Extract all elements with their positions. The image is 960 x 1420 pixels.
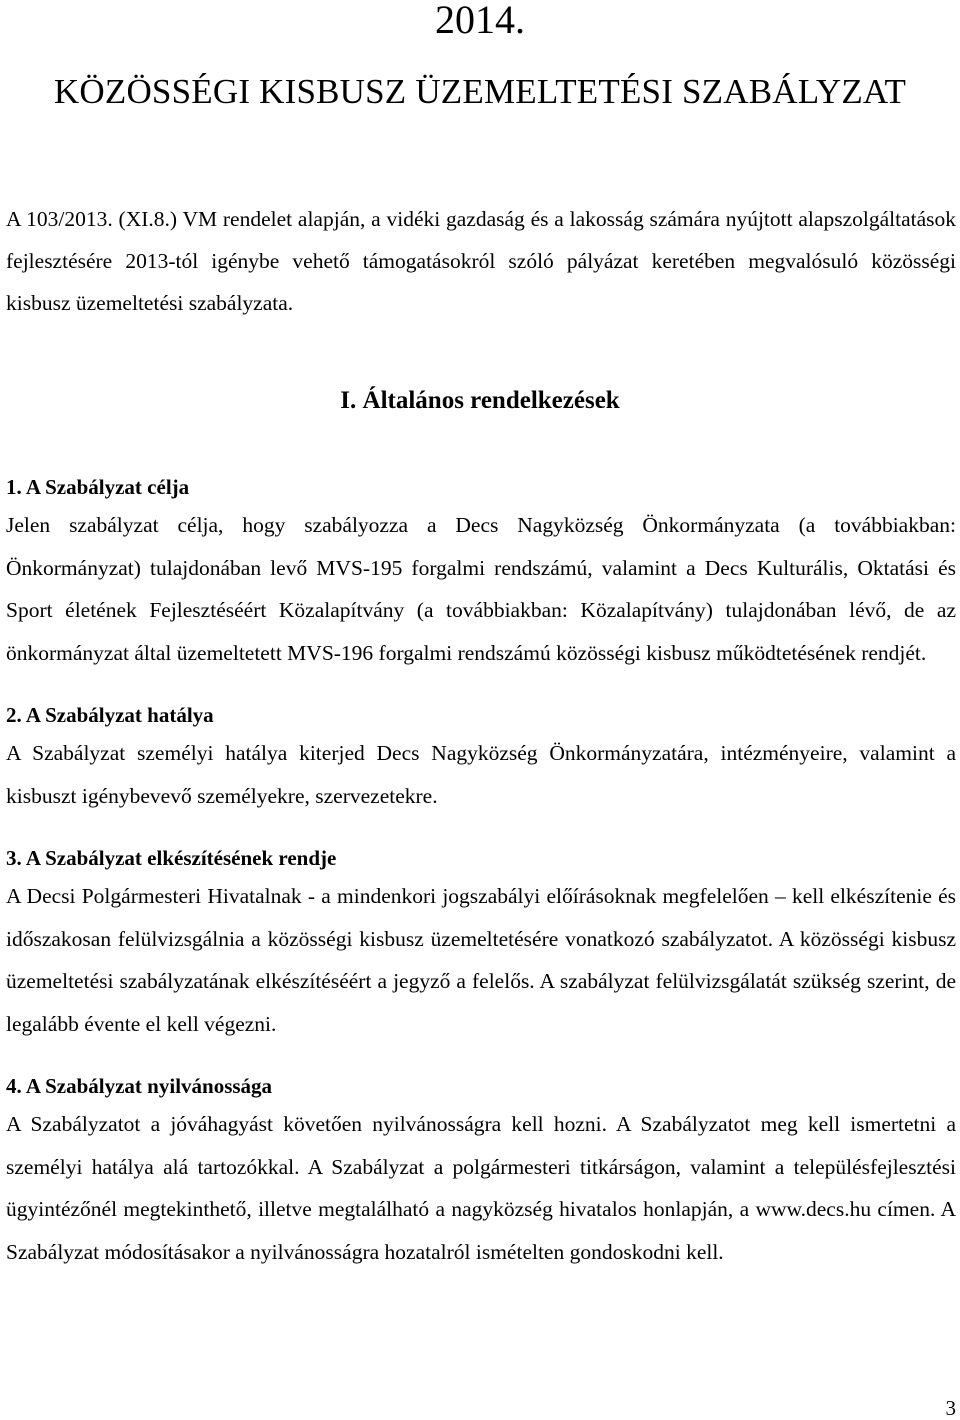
document-year: 2014. (435, 0, 525, 42)
article-text: A Szabályzat személyi hatálya kiterjed Decs Nagyközség Önkormányzatára, intézményeire, valamint a kisbuszt igénybevevő személyekre, szervezetekre. (6, 741, 956, 808)
article-heading: 4. A Szabályzat nyilvánossága (6, 1074, 273, 1098)
section-title: I. Általános rendelkezések (340, 387, 620, 414)
article-4 (6, 1069, 956, 1273)
articles-container (6, 470, 956, 1297)
article-1 (6, 470, 956, 674)
page-number: 3 (945, 1396, 956, 1420)
article-heading: 2. A Szabályzat hatálya (6, 703, 214, 727)
article-heading: 3. A Szabályzat elkészítésének rendje (6, 846, 337, 870)
article-2 (6, 698, 956, 817)
intro-paragraph: A 103/2013. (XI.8.) VM rendelet alapján, a vidéki gazdaság és a lakosság számára nyújtott alapszolgáltatások fejlesztésére 2013-tól igénybe vehető támogatásokról szóló pályázat keretében megvalósuló közösségi kisbusz üzemeltetési szabályzata. (6, 207, 956, 315)
article-heading: 1. A Szabályzat célja (6, 475, 190, 499)
article-text: A Szabályzatot a jóváhagyást követően nyilvánosságra kell hozni. A Szabályzatot meg kell ismertetni a személyi hatálya alá tartozókkal. A Szabályzat a polgármesteri titkárságon, valamint a településfejlesztési ügyintézőnél megtekinthető, illetve megtalálható a nagyközség hivatalos honlapján, a www.decs.hu címen. A Szabályzat módosításakor a nyilvánosságra hozatalról ismételten gondoskodni kell. (6, 1112, 956, 1264)
article-3 (6, 841, 956, 1045)
article-text: A Decsi Polgármesteri Hivatalnak - a mindenkori jogszabályi előírásoknak megfelelően – kell elkészítenie és időszakosan felülvizsgálnia a közösségi kisbusz üzemeltetésére vonatkozó szabályzatot. A közösségi kisbusz üzemeltetési szabályzatának elkészítéséért a jegyző a felelős. A szabályzat felülvizsgálatát szükség szerint, de legalább évente el kell végezni. (6, 884, 956, 1036)
document-title: KÖZÖSSÉGI KISBUSZ ÜZEMELTETÉSI SZABÁLYZAT (53, 72, 907, 111)
article-text: Jelen szabályzat célja, hogy szabályozza a Decs Nagyközség Önkormányzata (a továbbiakban: Önkormányzat) tulajdonában levő MVS-195 forgalmi rendszámú, valamint a Decs Kulturális, Oktatási és Sport életének Fejlesztéséért Közalapítvány (a továbbiakban: Közalapítvány) tulajdonában lévő, de az önkormányzat által üzemeltetett MVS-196 forgalmi rendszámú közösségi kisbusz működtetésének rendjét. (6, 513, 956, 665)
